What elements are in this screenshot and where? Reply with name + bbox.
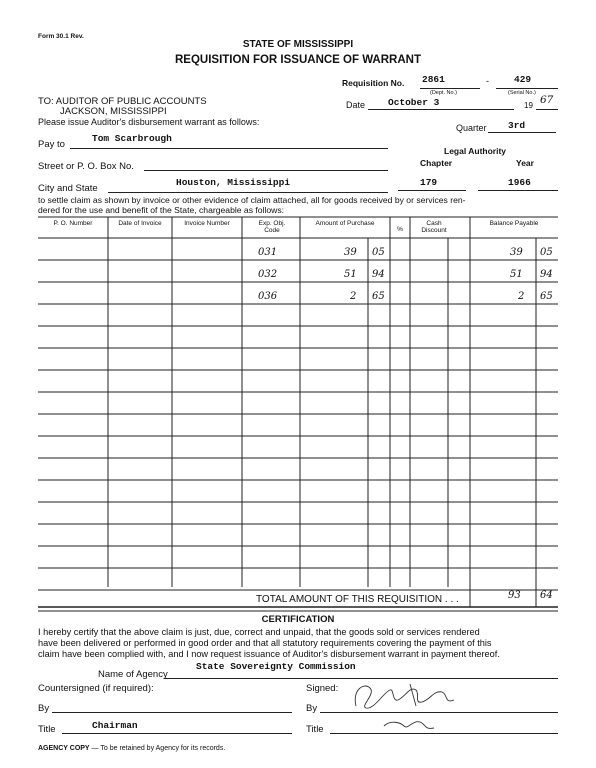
to-line1: TO: AUDITOR OF PUBLIC ACCOUNTS <box>38 96 207 107</box>
date-label: Date <box>346 100 366 110</box>
signed-label: Signed: <box>306 683 339 694</box>
row1-amount-dollars: 39 <box>344 247 357 258</box>
instruction: Please issue Auditor's disbursement warrant as follows: <box>38 117 260 127</box>
header-invoice-number: Invoice Number <box>184 220 230 227</box>
title-label-left: Title <box>38 724 56 735</box>
city-value: Houston, Mississippi <box>176 177 291 188</box>
street-label: Street or P. O. Box No. <box>38 161 134 172</box>
row3-amount-dollars: 2 <box>350 291 357 302</box>
title-label-right: Title <box>306 724 324 735</box>
to-line2: JACKSON, MISSISSIPPI <box>60 106 167 117</box>
total-dollars: 93 <box>508 590 521 601</box>
certification-line1: I hereby certify that the above claim is just, due, correct and unpaid, that the goods sold or services rendered <box>38 627 480 637</box>
header-percent: % <box>397 226 403 233</box>
row3-balance-cents: 65 <box>540 291 553 302</box>
footer-bold: AGENCY COPY <box>38 745 90 752</box>
row3-balance-dollars: 2 <box>518 291 525 302</box>
quarter-label: Quarter <box>456 123 487 133</box>
row3-amount-cents: 65 <box>372 291 385 302</box>
header-date-of-invoice: Date of Invoice <box>118 220 162 227</box>
requisition-dept-no: 2861 <box>422 74 445 85</box>
legal-year: 1966 <box>508 177 531 188</box>
agency-value: State Sovereignty Commission <box>196 661 356 672</box>
chapter-label: Chapter <box>420 158 453 168</box>
settle-text-1: to settle claim as shown by invoice or other evidence of claim attached, all for goods received by or services ren- <box>38 195 466 205</box>
row2-balance-cents: 94 <box>540 269 553 280</box>
header-po-number: P. O. Number <box>53 220 93 227</box>
city-label: City and State <box>38 183 98 194</box>
certification-title: CERTIFICATION <box>261 614 335 625</box>
requisition-serial-no: 429 <box>514 74 532 85</box>
legal-chapter: 179 <box>420 177 438 188</box>
signature-scribble <box>350 676 470 738</box>
date-value: October 3 <box>388 97 440 108</box>
pay-to-value: Tom Scarbrough <box>92 133 172 144</box>
row1-code: 031 <box>258 247 278 258</box>
certification-line3: claim have been complied with, and I now request issuance of Auditor's disbursement warrant in payment thereof. <box>38 649 500 659</box>
row2-code: 032 <box>258 269 278 280</box>
header-exp-obj-code: Exp. Obj. Code <box>258 220 286 234</box>
requisition-label: Requisition No. <box>342 78 405 88</box>
row3-code: 036 <box>258 291 278 302</box>
header-balance-payable: Balance Payable <box>489 220 539 227</box>
countersigned-label: Countersigned (if required): <box>38 683 154 694</box>
date-year: 67 <box>540 94 554 106</box>
row2-balance-dollars: 51 <box>510 269 523 280</box>
row1-balance-cents: 05 <box>540 247 553 258</box>
legal-authority-label: Legal Authority <box>444 146 507 156</box>
footer-rest: — To be retained by Agency for its records. <box>89 745 226 752</box>
footer-note <box>38 745 225 752</box>
form-number: Form 30.1 Rev. <box>38 33 84 40</box>
pay-to-label: Pay to <box>38 139 65 150</box>
row1-amount-cents: 05 <box>372 247 385 258</box>
total-cents: 64 <box>540 590 553 601</box>
settle-text-2: dered for the use and benefit of the State, chargeable as follows: <box>38 205 285 215</box>
quarter-value: 3rd <box>508 120 526 131</box>
legal-year-label: Year <box>516 158 534 168</box>
header-amount-of-purchase: Amount of Purchase <box>315 220 375 227</box>
by-label-right: By <box>306 703 318 714</box>
serial-caption: (Serial No.) <box>508 90 536 96</box>
by-label-left: By <box>38 703 50 714</box>
agency-label: Name of Agency <box>98 669 168 680</box>
year-prefix: 19 <box>524 101 533 110</box>
state-title: STATE OF MISSISSIPPI <box>242 39 354 50</box>
dept-caption: (Dept. No.) <box>430 90 457 96</box>
form-title: REQUISITION FOR ISSUANCE OF WARRANT <box>175 54 421 66</box>
row2-amount-cents: 94 <box>372 269 385 280</box>
row1-balance-dollars: 39 <box>510 247 523 258</box>
header-cash-discount: Cash Discount <box>421 220 447 234</box>
title-value: Chairman <box>92 720 138 731</box>
row2-amount-dollars: 51 <box>344 269 357 280</box>
total-label: TOTAL AMOUNT OF THIS REQUISITION . . . <box>256 594 459 605</box>
certification-line2: have been delivered or performed in good order and that all statutory requirements covering the payment of this <box>38 638 492 648</box>
